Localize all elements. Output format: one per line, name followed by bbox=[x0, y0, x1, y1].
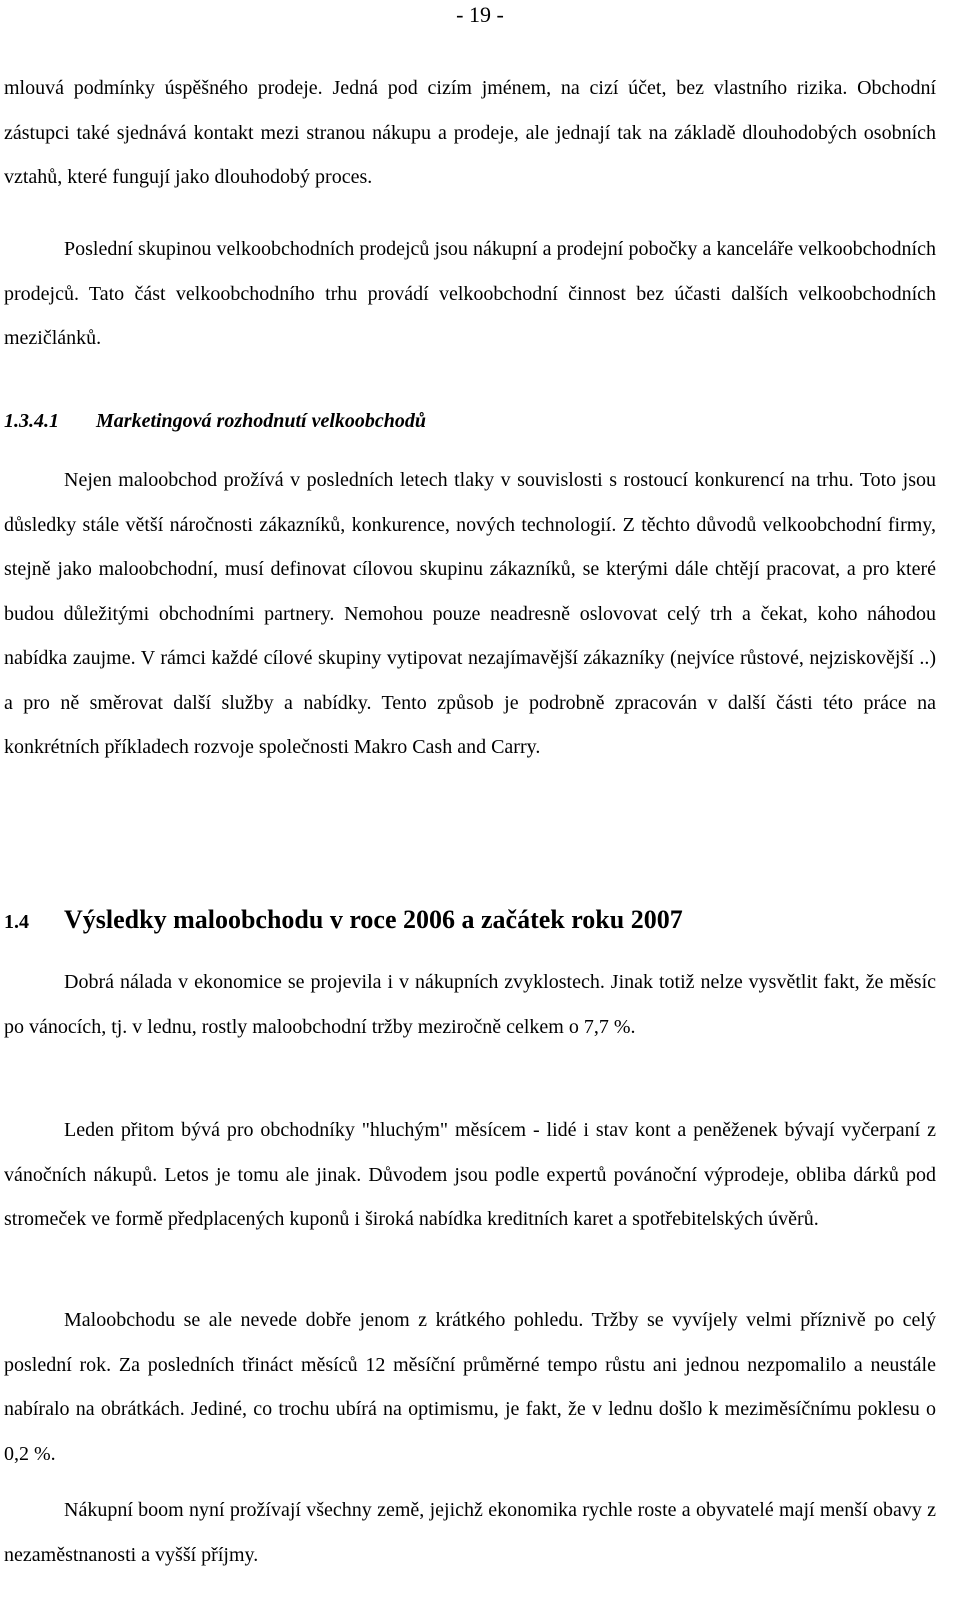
paragraph-good-mood: Dobrá nálada v ekonomice se projevila i v nákupních zvyklostech. Jinak totiž nelze vysvětlit fakt, že měsíc po vánocích, tj. v lednu, rostly maloobchodní tržby meziročně celkem o 7,7 %. bbox=[4, 971, 936, 1038]
paragraph-continuation: mlouvá podmínky úspěšného prodeje. Jedná pod cizím jménem, na cizí účet, bez vlastního rizika. Obchodní zástupci také sjednává kontakt mezi stranou nákupu a prodeje, ale jednají tak na základě dlouhodobých osobních vztahů, které fungují jako dlouhodobý proces. bbox=[4, 77, 936, 188]
paragraph-shopping-boom: Nákupní boom nyní prožívají všechny země, jejichž ekonomika rychle roste a obyvatelé mají menší obavy z nezaměstnanosti a vyšší příjmy. bbox=[4, 1499, 936, 1566]
paragraph-retail-growth: Maloobchodu se ale nevede dobře jenom z krátkého pohledu. Tržby se vyvíjely velmi příznivě po celý poslední rok. Za posledních třináct měsíců 12 měsíční průměrné tempo růstu ani jednou nezpomalilo a neustále nabíralo na obrátkách. Jediné, co trochu ubírá na optimismu, je fakt, že v lednu došlo k meziměsíčnímu poklesu o 0,2 %. bbox=[4, 1309, 936, 1465]
section-heading bbox=[4, 898, 683, 946]
paragraph-marketing-decisions: Nejen maloobchod prožívá v posledních letech tlaky v souvislosti s rostoucí konkurencí na trhu. Toto jsou důsledky stále větší náročnosti zákazníků, konkurence, nových technologií. Z těchto důvodů velkoobchodní firmy, stejně jako maloobchodní, musí definovat cílovou skupinu zákazníků, se kterými dále chtějí pracovat, a pro které budou důležitými obchodními partnery. Nemohou pouze neadresně oslovovat celý trh a čekat, koho náhodou nabídka zaujme. V rámci každé cílové skupiny vytipovat nezajímavější zákazníky (nejvíce růstové, nejziskovější ..) a pro ně směrovat další služby a nabídky. Tento způsob je podrobně zpracován v další části této práce na konkrétních příkladech rozvoje společnosti Makro Cash and Carry. bbox=[4, 469, 936, 758]
paragraph-january: Leden přitom bývá pro obchodníky "hluchým" měsícem - lidé i stav kont a peněženek bývají vyčerpaní z vánočních nákupů. Letos je tomu ale jinak. Důvodem jsou podle expertů povánoční výprodeje, obliba dárků pod stromeček ve formě předplacených kuponů i široká nabídka kreditních karet a spotřebitelských úvěrů. bbox=[4, 1119, 936, 1230]
paragraph-wholesale-branches: Poslední skupinou velkoobchodních prodejců jsou nákupní a prodejní pobočky a kanceláře velkoobchodních prodejců. Tato část velkoobchodního trhu provádí velkoobchodní činnost bez účasti dalších velkoobchodních mezičlánků. bbox=[4, 238, 936, 349]
section-number: 1.4 bbox=[4, 911, 29, 933]
subsection-title: Marketingová rozhodnutí velkoobchodů bbox=[96, 410, 427, 432]
page-number: - 19 - bbox=[456, 2, 504, 27]
subsection-heading bbox=[4, 399, 426, 443]
subsection-number: 1.3.4.1 bbox=[4, 410, 59, 432]
section-title: Výsledky maloobchodu v roce 2006 a začátek roku 2007 bbox=[64, 905, 683, 934]
